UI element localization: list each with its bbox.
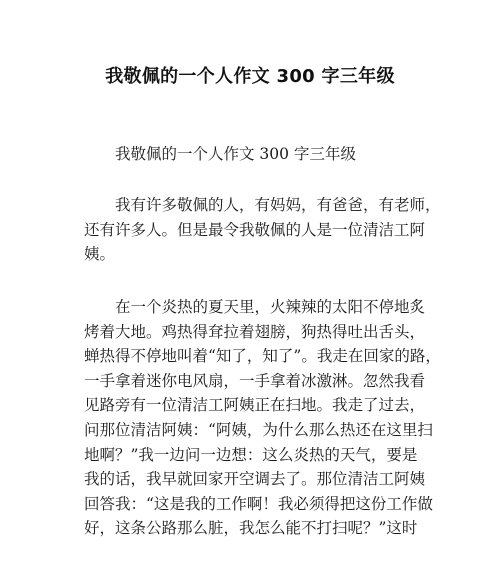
paragraph-2-line: 在一个炎热的夏天里，火辣辣的太阳不停地炙 <box>115 298 426 316</box>
paragraph-2-line: 地啊？”我一边问一边想：这么炎热的天气，要是 <box>84 445 418 464</box>
paragraph-2-line: 蝉热得不停地叫着“知了，知了”。我走在回家的路， <box>84 347 441 366</box>
paragraph-1-line: 还有许多人。但是最令我敬佩的人是一位清洁工阿 <box>84 220 426 239</box>
paragraph-2-line: 问那位清洁阿姨：“阿姨，为什么那么热还在这里扫 <box>84 420 433 439</box>
paragraph-1 <box>84 193 441 267</box>
paragraph-2-line: 我的话，我早就回家开空调去了。那位清洁工阿姨 <box>84 470 426 489</box>
paragraph-2-line: 见路旁有一位清洁工阿姨正在扫地。我走了过去， <box>84 396 426 415</box>
paragraph-2-line: 一手拿着迷你电风扇，一手拿着冰激淋。忽然我看 <box>84 371 426 390</box>
essay-subtitle: 我敬佩的一个人作文 300 字三年级 <box>115 145 356 163</box>
paragraph-2 <box>84 295 441 541</box>
paragraph-2-line: 好，这条公路那么脏，我怎么能不打扫呢？”这时 <box>84 519 418 538</box>
paragraph-2-line: 烤着大地。鸡热得耷拉着翅膀，狗热得吐出舌头， <box>84 322 426 341</box>
document-title: 我敬佩的一个人作文 300 字三年级 <box>105 66 395 87</box>
paragraph-1-line: 我有许多敬佩的人，有妈妈，有爸爸，有老师， <box>115 196 441 214</box>
paragraph-1-line: 姨。 <box>84 245 116 264</box>
paragraph-2-line: 回答我：“这是我的工作啊！我必须得把这份工作做 <box>84 494 433 513</box>
